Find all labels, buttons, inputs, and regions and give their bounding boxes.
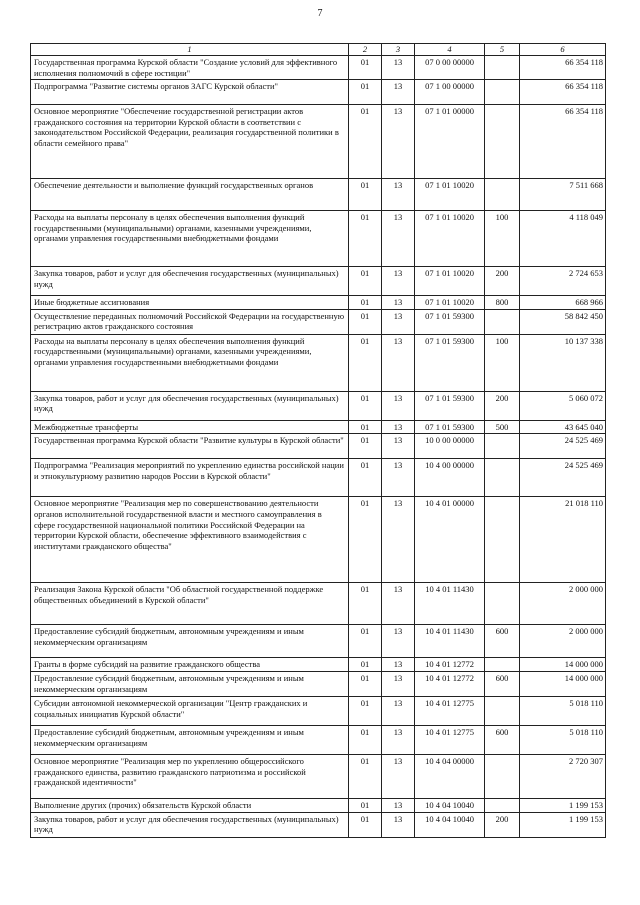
- table-row: [31, 391, 606, 420]
- table-cell: 5 018 110: [520, 725, 606, 754]
- table-cell: 13: [382, 497, 415, 583]
- table-cell: 500: [485, 420, 520, 434]
- table-cell: [485, 459, 520, 497]
- table-cell: Предоставление субсидий бюджетным, автономным учреждениям и иным некоммерческим организациям: [31, 671, 349, 696]
- table-cell: 10 0 00 00000: [415, 434, 485, 459]
- table-cell: 14 000 000: [520, 671, 606, 696]
- table-cell: 10 4 04 00000: [415, 754, 485, 798]
- table-cell: Подпрограмма "Реализация мероприятий по укреплению единства российской нации и этнокультурному развитию народов России в Курской области": [31, 459, 349, 497]
- table-cell: Межбюджетные трансферты: [31, 420, 349, 434]
- table-row: [31, 80, 606, 105]
- budget-table: [30, 43, 606, 838]
- table-cell: Закупка товаров, работ и услуг для обеспечения государственных (муниципальных) нужд: [31, 812, 349, 837]
- table-cell: 13: [382, 754, 415, 798]
- column-header: 4: [415, 44, 485, 56]
- table-cell: 01: [349, 497, 382, 583]
- table-cell: [485, 583, 520, 625]
- table-cell: Гранты в форме субсидий на развитие гражданского общества: [31, 658, 349, 672]
- table-cell: 200: [485, 812, 520, 837]
- table-cell: 10 4 01 11430: [415, 583, 485, 625]
- table-cell: 13: [382, 391, 415, 420]
- table-cell: 13: [382, 80, 415, 105]
- table-row: [31, 671, 606, 696]
- column-header: 1: [31, 44, 349, 56]
- column-header: 6: [520, 44, 606, 56]
- table-cell: 10 4 01 12775: [415, 696, 485, 725]
- table-cell: 10 4 01 11430: [415, 625, 485, 658]
- table-cell: [485, 309, 520, 334]
- table-cell: 01: [349, 80, 382, 105]
- table-cell: 66 354 118: [520, 105, 606, 179]
- table-row: [31, 267, 606, 296]
- table-cell: 13: [382, 798, 415, 812]
- table-row: [31, 812, 606, 837]
- table-cell: 01: [349, 754, 382, 798]
- table-cell: 10 4 04 10040: [415, 812, 485, 837]
- table-cell: 10 4 01 12772: [415, 658, 485, 672]
- table-cell: 5 018 110: [520, 696, 606, 725]
- table-cell: 07 1 01 59300: [415, 420, 485, 434]
- table-cell: 13: [382, 434, 415, 459]
- table-cell: 01: [349, 105, 382, 179]
- table-cell: 13: [382, 420, 415, 434]
- column-header: 3: [382, 44, 415, 56]
- table-cell: 13: [382, 105, 415, 179]
- header-row: [31, 44, 606, 56]
- table-cell: 07 1 00 00000: [415, 80, 485, 105]
- table-cell: 07 1 01 10020: [415, 179, 485, 211]
- table-row: [31, 56, 606, 80]
- table-cell: 200: [485, 391, 520, 420]
- table-cell: Основное мероприятие "Реализация мер по укреплению общероссийского гражданского единства, развитию гражданского патриотизма и российской гражданской идентичности": [31, 754, 349, 798]
- table-cell: 13: [382, 583, 415, 625]
- table-row: [31, 296, 606, 310]
- table-cell: 200: [485, 267, 520, 296]
- table-cell: 2 000 000: [520, 583, 606, 625]
- table-cell: 10 4 01 12775: [415, 725, 485, 754]
- table-row: [31, 696, 606, 725]
- table-cell: [485, 179, 520, 211]
- table-cell: 07 0 00 00000: [415, 56, 485, 80]
- table-cell: 01: [349, 459, 382, 497]
- table-cell: 13: [382, 696, 415, 725]
- table-cell: 07 1 01 10020: [415, 267, 485, 296]
- table-cell: 13: [382, 267, 415, 296]
- table-cell: 10 137 338: [520, 334, 606, 391]
- table-cell: 24 525 469: [520, 459, 606, 497]
- table-cell: 07 1 01 10020: [415, 296, 485, 310]
- table-cell: 01: [349, 658, 382, 672]
- table-row: [31, 625, 606, 658]
- table-cell: 5 060 072: [520, 391, 606, 420]
- table-row: [31, 754, 606, 798]
- table-cell: 07 1 01 00000: [415, 105, 485, 179]
- table-cell: 10 4 04 10040: [415, 798, 485, 812]
- table-cell: Предоставление субсидий бюджетным, автономным учреждениям и иным некоммерческим организациям: [31, 625, 349, 658]
- table-cell: 10 4 00 00000: [415, 459, 485, 497]
- table-cell: 14 000 000: [520, 658, 606, 672]
- table-cell: 1 199 153: [520, 812, 606, 837]
- table-row: [31, 334, 606, 391]
- table-cell: [485, 658, 520, 672]
- table-row: [31, 497, 606, 583]
- table-cell: Закупка товаров, работ и услуг для обеспечения государственных (муниципальных) нужд: [31, 267, 349, 296]
- table-cell: 01: [349, 391, 382, 420]
- table-cell: 01: [349, 309, 382, 334]
- table-cell: Расходы на выплаты персоналу в целях обеспечения выполнения функций государственными (муниципальными) органами, казенными учреждениями, органами управления государственными внебюджетными фондами: [31, 334, 349, 391]
- table-cell: 21 018 110: [520, 497, 606, 583]
- table-cell: Иные бюджетные ассигнования: [31, 296, 349, 310]
- table-cell: 2 720 307: [520, 754, 606, 798]
- table-cell: Реализация Закона Курской области "Об областной государственной поддержке общественных объединений в Курской области": [31, 583, 349, 625]
- table-cell: [485, 696, 520, 725]
- table-cell: 13: [382, 296, 415, 310]
- table-cell: Подпрограмма "Развитие системы органов ЗАГС Курской области": [31, 80, 349, 105]
- table-cell: 43 645 040: [520, 420, 606, 434]
- table-row: [31, 309, 606, 334]
- table-cell: [485, 56, 520, 80]
- table-cell: 01: [349, 296, 382, 310]
- table-cell: 13: [382, 309, 415, 334]
- table-cell: Основное мероприятие "Реализация мер по совершенствованию деятельности органов исполнительной государственной власти и местного самоуправления в сфере государственной национальной политики Российской Федерации на территории Курской области, обеспечение эффективного взаимодействия с институтами гражданского общества": [31, 497, 349, 583]
- table-cell: 01: [349, 583, 382, 625]
- table-cell: 01: [349, 798, 382, 812]
- table-row: [31, 179, 606, 211]
- table-cell: 13: [382, 671, 415, 696]
- table-cell: 13: [382, 211, 415, 267]
- table-cell: 01: [349, 625, 382, 658]
- table-cell: 01: [349, 696, 382, 725]
- table-body: [31, 56, 606, 838]
- table-cell: 66 354 118: [520, 56, 606, 80]
- table-row: [31, 434, 606, 459]
- table-cell: 01: [349, 179, 382, 211]
- table-cell: [485, 80, 520, 105]
- table-cell: Обеспечение деятельности и выполнение функций государственных органов: [31, 179, 349, 211]
- table-cell: 01: [349, 267, 382, 296]
- column-header: 2: [349, 44, 382, 56]
- table-cell: Расходы на выплаты персоналу в целях обеспечения выполнения функций государственными (муниципальными) органами, казенными учреждениями, органами управления государственными внебюджетными фондами: [31, 211, 349, 267]
- page-number: 7: [317, 8, 323, 19]
- column-header: 5: [485, 44, 520, 56]
- table-cell: 2 000 000: [520, 625, 606, 658]
- table-row: [31, 798, 606, 812]
- table-row: [31, 725, 606, 754]
- table-cell: 24 525 469: [520, 434, 606, 459]
- table-cell: Выполнение других (прочих) обязательств Курской области: [31, 798, 349, 812]
- table-cell: 13: [382, 725, 415, 754]
- table-cell: 01: [349, 211, 382, 267]
- table-cell: 07 1 01 59300: [415, 334, 485, 391]
- table-cell: [485, 798, 520, 812]
- table-cell: 13: [382, 459, 415, 497]
- table-cell: 7 511 668: [520, 179, 606, 211]
- table-cell: 4 118 049: [520, 211, 606, 267]
- table-cell: 10 4 01 12772: [415, 671, 485, 696]
- table-cell: 07 1 01 59300: [415, 391, 485, 420]
- table-cell: 600: [485, 625, 520, 658]
- table-cell: 100: [485, 211, 520, 267]
- table-cell: 800: [485, 296, 520, 310]
- table-cell: [485, 105, 520, 179]
- table-row: [31, 420, 606, 434]
- table-cell: 13: [382, 658, 415, 672]
- table-cell: Субсидии автономной некоммерческой организации "Центр гражданских и социальных инициатив Курской области": [31, 696, 349, 725]
- table-cell: 100: [485, 334, 520, 391]
- table-cell: 13: [382, 179, 415, 211]
- table-cell: 600: [485, 725, 520, 754]
- table-cell: 13: [382, 334, 415, 391]
- table-cell: Государственная программа Курской области "Создание условий для эффективного исполнения полномочий в сфере юстиции": [31, 56, 349, 80]
- table-cell: 2 724 653: [520, 267, 606, 296]
- table-cell: 01: [349, 56, 382, 80]
- table-cell: Предоставление субсидий бюджетным, автономным учреждениям и иным некоммерческим организациям: [31, 725, 349, 754]
- table-row: [31, 658, 606, 672]
- table-cell: 01: [349, 334, 382, 391]
- table-row: [31, 583, 606, 625]
- table-row: [31, 211, 606, 267]
- table-cell: 01: [349, 434, 382, 459]
- table-cell: Закупка товаров, работ и услуг для обеспечения государственных (муниципальных) нужд: [31, 391, 349, 420]
- table-row: [31, 105, 606, 179]
- table-cell: 58 842 450: [520, 309, 606, 334]
- table-cell: 07 1 01 59300: [415, 309, 485, 334]
- table-cell: 66 354 118: [520, 80, 606, 105]
- table-cell: 600: [485, 671, 520, 696]
- table-cell: 01: [349, 812, 382, 837]
- table-cell: 01: [349, 420, 382, 434]
- table-cell: Основное мероприятие "Обеспечение государственной регистрации актов гражданского состояния на территории Курской области в соответствии с законодательством Российской Федерации, реализация государственной политики в области семейного права": [31, 105, 349, 179]
- table-row: [31, 459, 606, 497]
- table-cell: 13: [382, 56, 415, 80]
- table-cell: Осуществление переданных полномочий Российской Федерации на государственную регистрацию актов гражданского состояния: [31, 309, 349, 334]
- table-cell: [485, 434, 520, 459]
- table-cell: 07 1 01 10020: [415, 211, 485, 267]
- table-cell: 10 4 01 00000: [415, 497, 485, 583]
- table-cell: Государственная программа Курской области "Развитие культуры в Курской области": [31, 434, 349, 459]
- table-cell: 1 199 153: [520, 798, 606, 812]
- table-cell: [485, 754, 520, 798]
- table-cell: 13: [382, 812, 415, 837]
- table-cell: 01: [349, 671, 382, 696]
- table-cell: [485, 497, 520, 583]
- table-cell: 01: [349, 725, 382, 754]
- table-cell: 13: [382, 625, 415, 658]
- table-cell: 668 966: [520, 296, 606, 310]
